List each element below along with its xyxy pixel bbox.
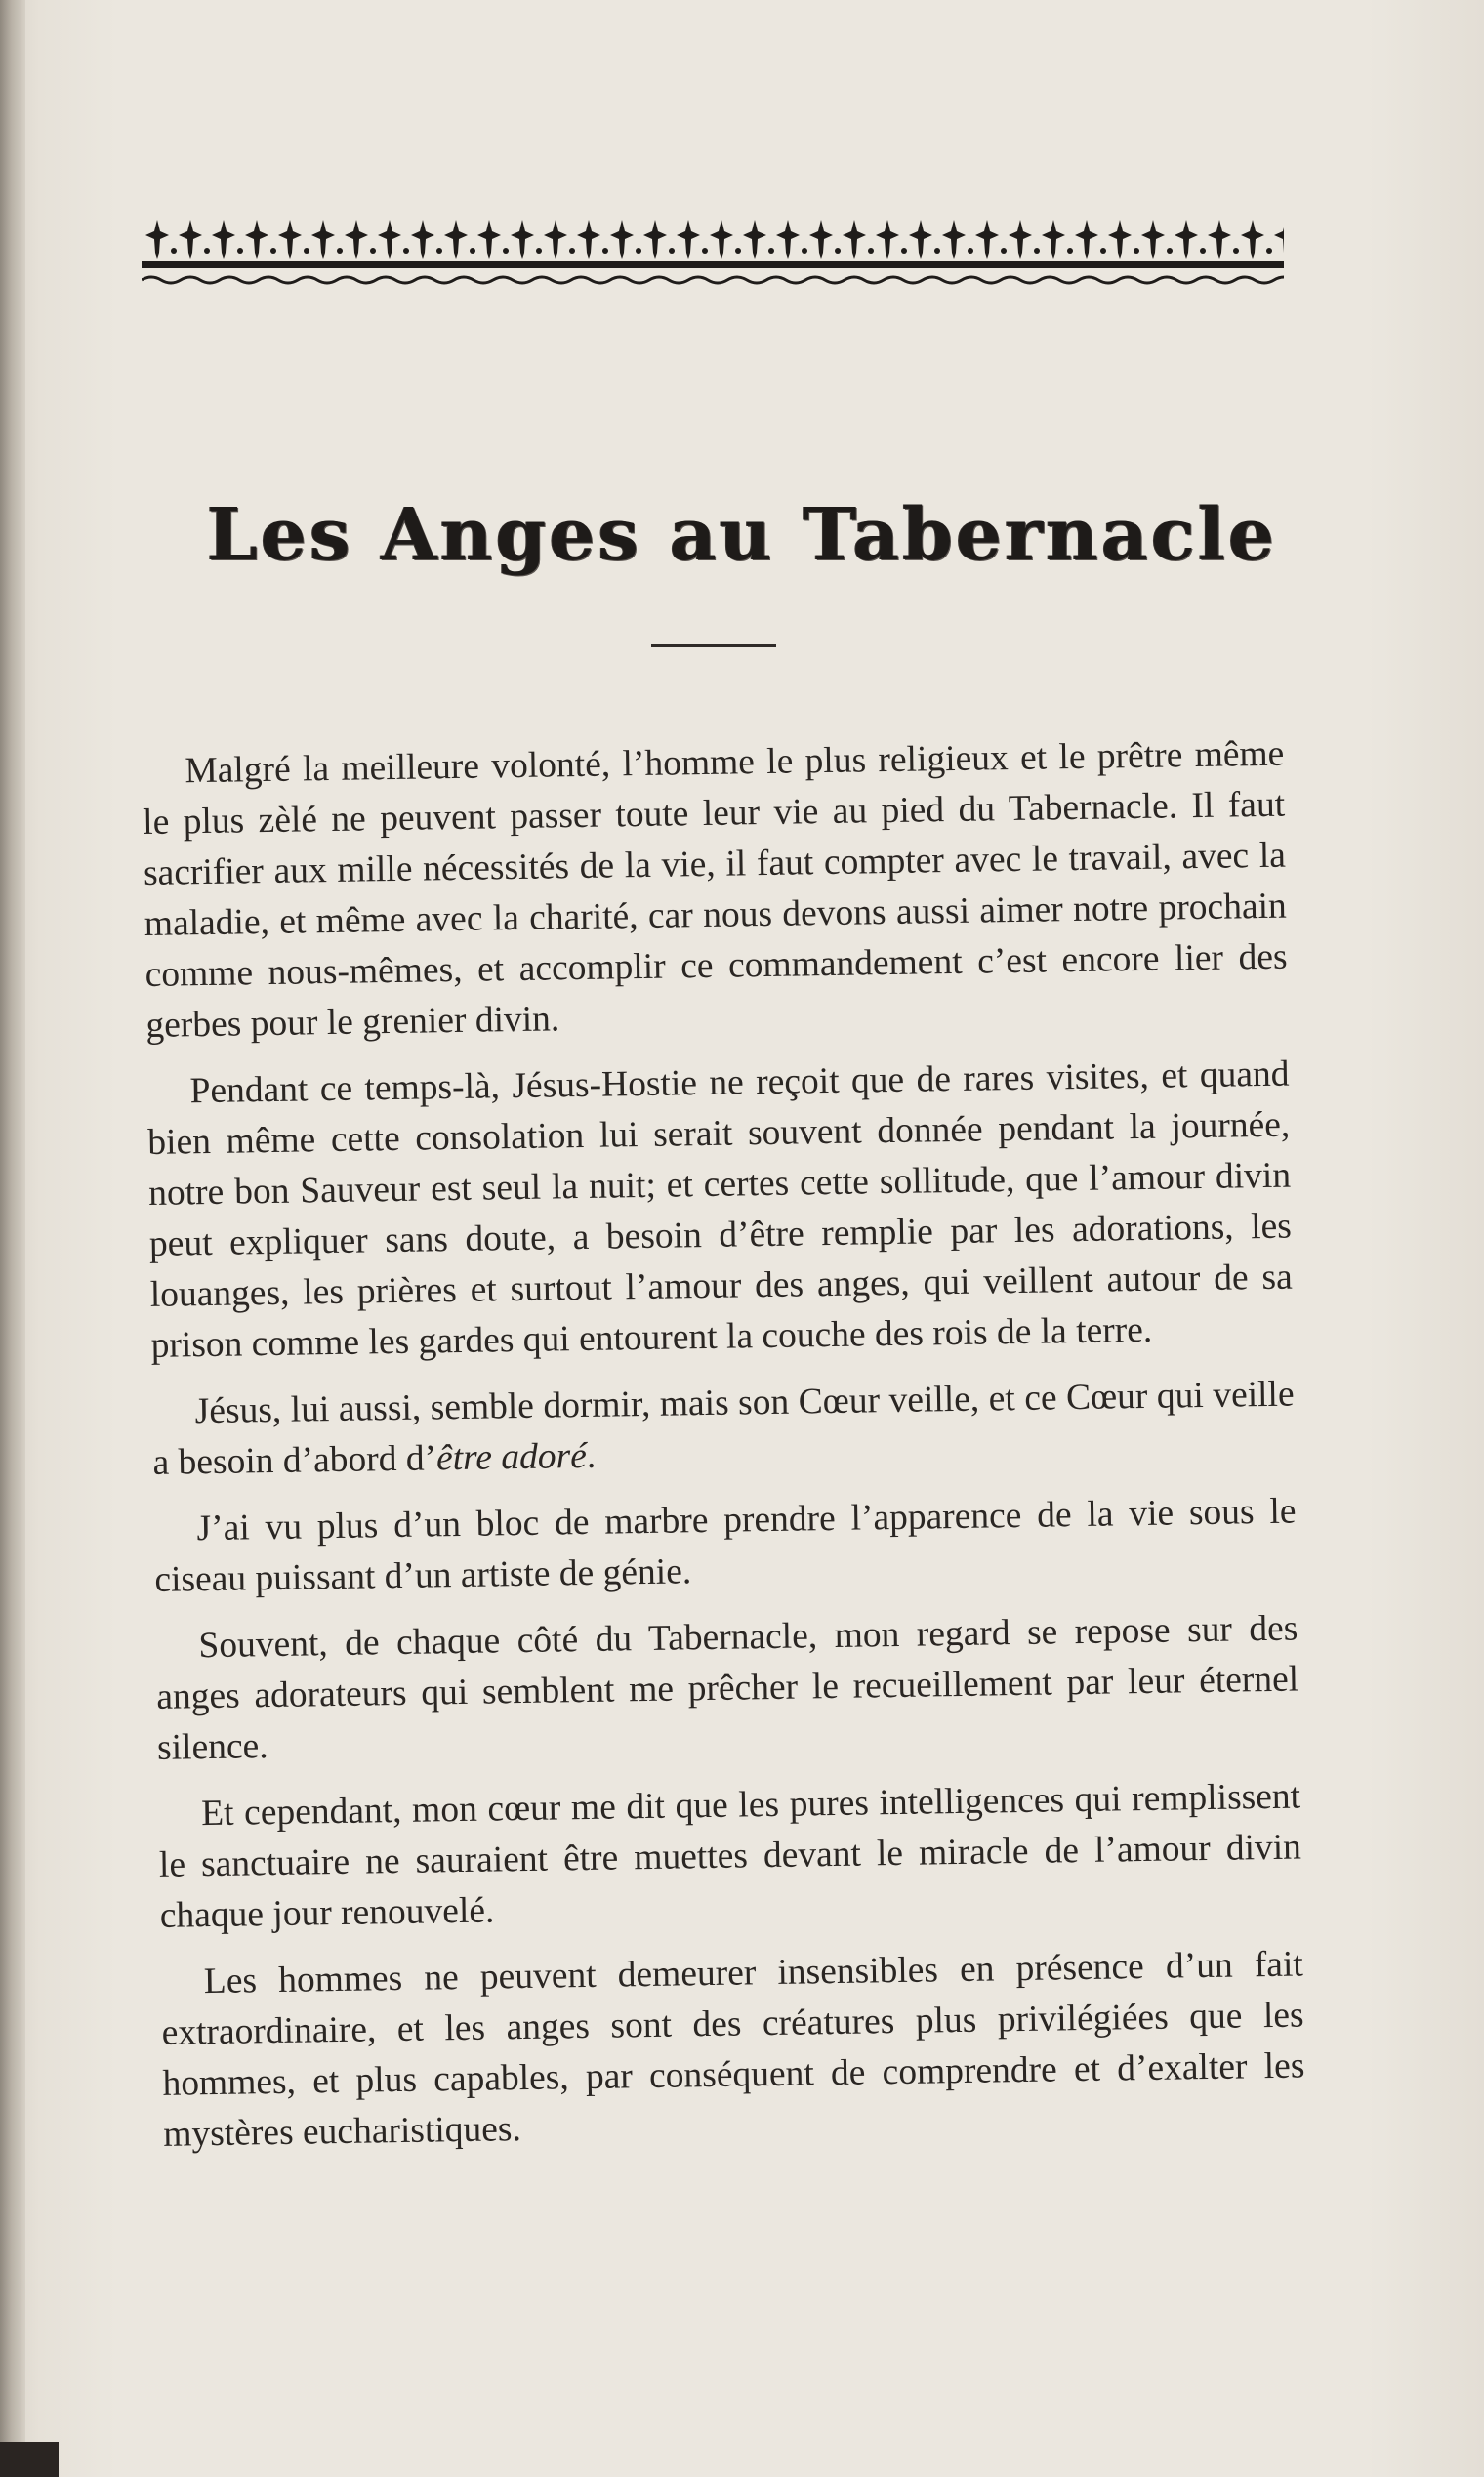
body-text	[142, 729, 1306, 2176]
book-spine-shadow	[0, 0, 25, 2477]
paragraph-2: Pendant ce temps-là, Jésus-Hostie ne reçoit que de rares visites, et quand bien même cette consolation lui serait souvent donnée pendant la journée, notre bon Sauveur est seul la nuit; et certes cette sollitude, que l’amour divin peut expliquer sans doute, a besoin d’être remplie par les adorations, les louanges, les prières et surtout l’amour des anges, qui veillent autour de sa prison comme les gardes qui entourent la couche des rois de la terre.	[147, 1053, 1293, 1366]
decorative-border-ornament	[142, 210, 1284, 298]
paragraph-1: Malgré la meilleure volonté, l’homme le plus religieux et le prêtre même le plus zèlé ne peuvent passer toute leur vie au pied du Tabernacle. Il faut sacrifier aux mille nécessités de la vie, il faut compter avec le travail, avec la maladie, et même avec la charité, car nous devons aussi aimer notre prochain comme nous-mêmes, et accomplir ce commandement c’est encore lier des gerbes pour le grenier divin.	[142, 733, 1288, 1046]
paragraph-5: Souvent, de chaque côté du Tabernacle, mon regard se repose sur des anges adorateurs qui semblent me prêcher le recueillement par leur éternel silence.	[155, 1608, 1299, 1768]
paragraph-6: Et cependant, mon cœur me dit que les pures intelligences qui remplissent le sanctuaire ne sauraient être muettes devant le miracle de l’amour divin chaque jour renouvelé.	[158, 1776, 1302, 1936]
book-cover-corner	[0, 2442, 59, 2477]
title-divider	[651, 644, 776, 647]
italic-phrase: être adoré	[435, 1435, 588, 1479]
page-title: Les Anges au Tabernacle	[206, 493, 1278, 577]
paragraph-3: Jésus, lui aussi, semble dormir, mais son Cœur veille, et ce Cœur qui veille a besoin d’abord d’être adoré.	[152, 1374, 1295, 1483]
paragraph-4: J’ai vu plus d’un bloc de marbre prendre l’apparence de la vie sous le ciseau puissant d’un artiste de génie.	[154, 1491, 1297, 1600]
paragraph-7: Les hommes ne peuvent demeurer insensibles en présence d’un fait extraordinaire, et les anges sont des créatures plus privilégiées que les hommes, et plus capables, par conséquent de comprendre et d’exalter les mystères eucharistiques.	[161, 1944, 1305, 2155]
